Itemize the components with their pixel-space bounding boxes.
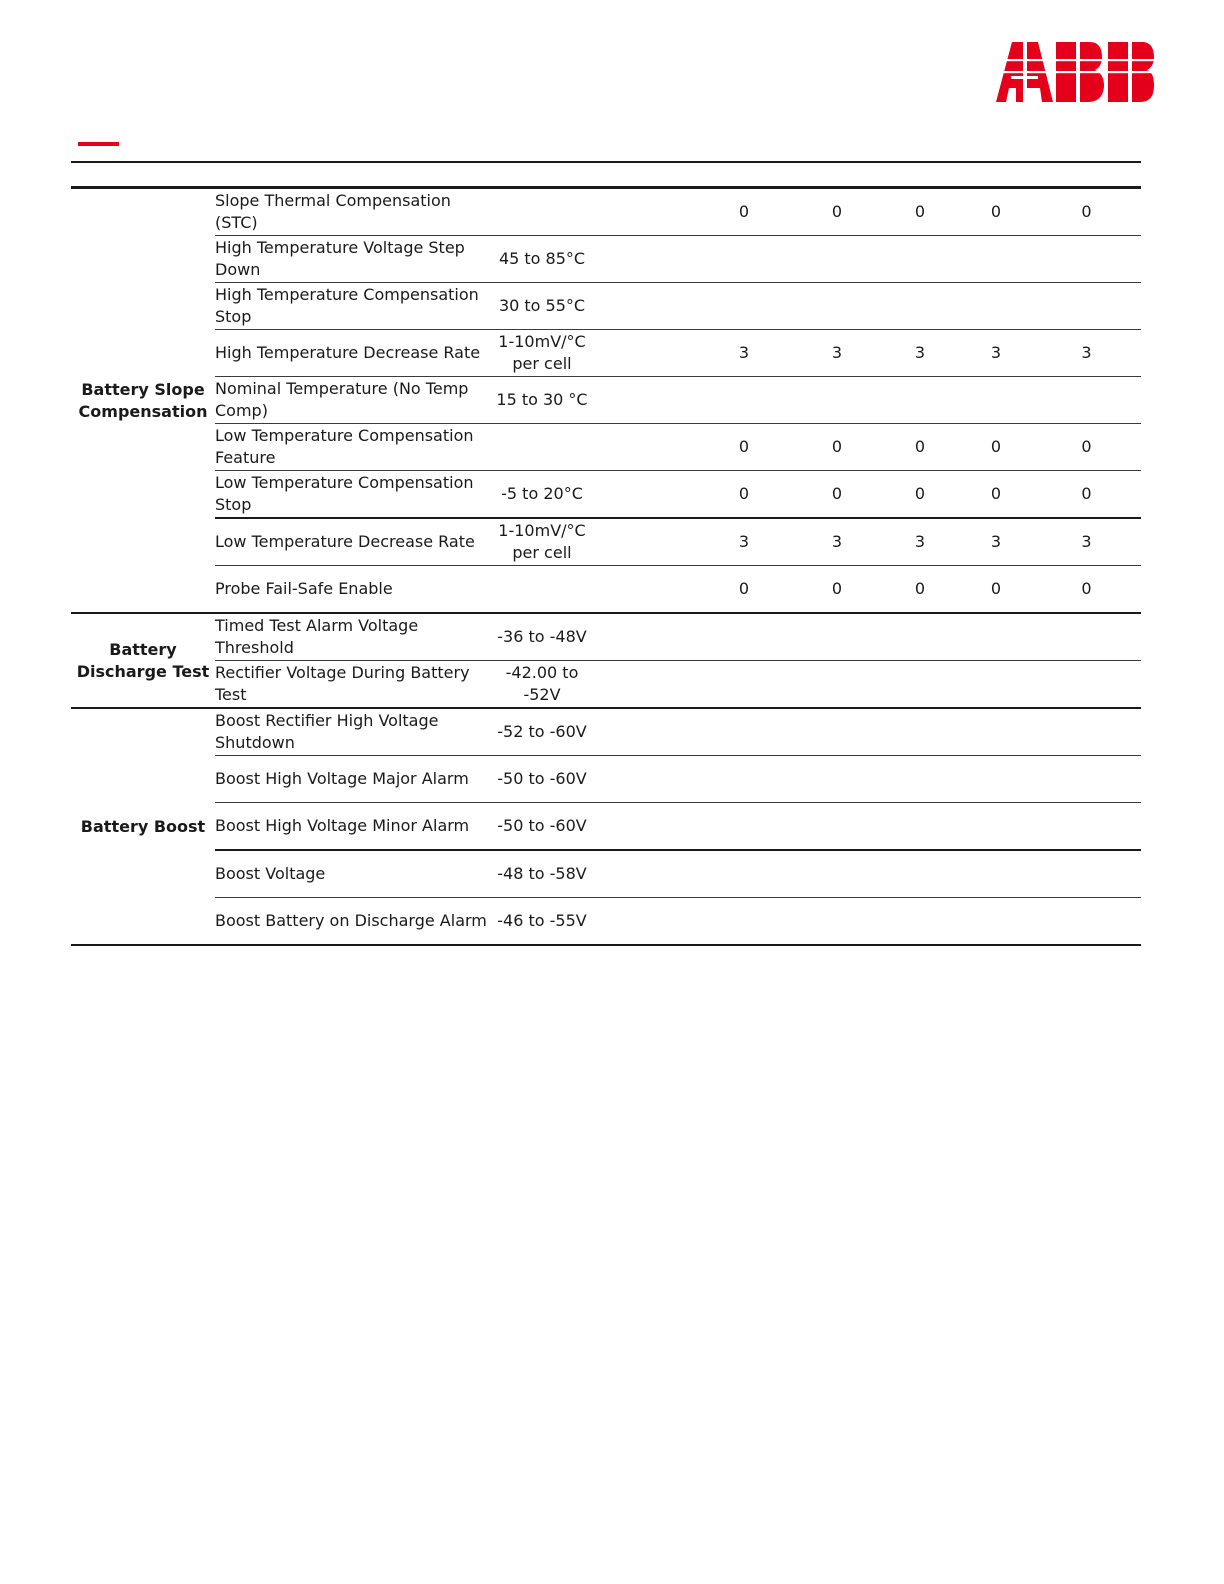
parameter-range: 45 to 85°C	[490, 236, 594, 283]
parameter-range: -48 to -58V	[490, 850, 594, 898]
setting-value	[1032, 708, 1141, 756]
setting-value: 3	[960, 330, 1032, 377]
setting-value	[880, 377, 960, 424]
table-row	[71, 471, 1141, 519]
setting-value	[880, 283, 960, 330]
table-row	[71, 850, 1141, 898]
parameter-range: -50 to -60V	[490, 803, 594, 851]
spacer-cell	[594, 566, 694, 614]
setting-value	[960, 756, 1032, 803]
setting-value	[960, 613, 1032, 661]
setting-value	[1032, 236, 1141, 283]
parameter-range: -46 to -55V	[490, 898, 594, 946]
table-row	[71, 424, 1141, 471]
group-label: Battery Slope Compensation	[71, 188, 215, 614]
parameter-name: Slope Thermal Compensation (STC)	[215, 188, 490, 236]
setting-value	[694, 756, 794, 803]
parameter-name: Low Temperature Decrease Rate	[215, 518, 490, 566]
setting-value	[880, 613, 960, 661]
setting-value	[794, 661, 880, 709]
setting-value	[1032, 898, 1141, 946]
table-row	[71, 708, 1141, 756]
setting-value	[794, 756, 880, 803]
parameter-name: Boost Rectifier High Voltage Shutdown	[215, 708, 490, 756]
setting-value	[880, 803, 960, 851]
setting-value	[960, 850, 1032, 898]
spacer-cell	[594, 236, 694, 283]
setting-value: 3	[880, 518, 960, 566]
table-row	[71, 377, 1141, 424]
setting-value	[794, 803, 880, 851]
setting-value: 3	[694, 330, 794, 377]
setting-value: 0	[960, 188, 1032, 236]
group-label: Battery Discharge Test	[71, 613, 215, 708]
setting-value	[694, 283, 794, 330]
spacer-cell	[594, 377, 694, 424]
setting-value: 3	[794, 330, 880, 377]
table-row	[71, 518, 1141, 566]
parameter-name: Boost High Voltage Major Alarm	[215, 756, 490, 803]
setting-value: 0	[960, 424, 1032, 471]
spacer-cell	[594, 661, 694, 709]
setting-value: 0	[880, 471, 960, 519]
setting-value: 0	[880, 188, 960, 236]
spacer-cell	[594, 330, 694, 377]
table-row	[71, 188, 1141, 236]
parameter-name: High Temperature Decrease Rate	[215, 330, 490, 377]
setting-value: 0	[960, 566, 1032, 614]
parameter-name: Rectifier Voltage During Battery Test	[215, 661, 490, 709]
table-row	[71, 803, 1141, 851]
setting-value	[880, 850, 960, 898]
setting-value: 0	[694, 471, 794, 519]
parameter-range: 30 to 55°C	[490, 283, 594, 330]
setting-value: 0	[880, 566, 960, 614]
parameter-name: Boost Battery on Discharge Alarm	[215, 898, 490, 946]
parameter-range: -50 to -60V	[490, 756, 594, 803]
setting-value	[694, 898, 794, 946]
spacer-cell	[594, 613, 694, 661]
setting-value: 0	[694, 424, 794, 471]
setting-value: 3	[1032, 330, 1141, 377]
setting-value	[1032, 613, 1141, 661]
parameter-range: -52 to -60V	[490, 708, 594, 756]
parameter-range: -36 to -48V	[490, 613, 594, 661]
table-row	[71, 330, 1141, 377]
setting-value	[880, 661, 960, 709]
parameter-name: High Temperature Voltage Step Down	[215, 236, 490, 283]
spacer-cell	[594, 898, 694, 946]
parameter-name: Timed Test Alarm Voltage Threshold	[215, 613, 490, 661]
parameter-name: Probe Fail-Safe Enable	[215, 566, 490, 614]
parameter-range: -5 to 20°C	[490, 471, 594, 519]
setting-value	[794, 613, 880, 661]
setting-value	[880, 708, 960, 756]
setting-value: 0	[794, 471, 880, 519]
setting-value	[794, 283, 880, 330]
group-label: Battery Boost	[71, 708, 215, 945]
parameter-name: Low Temperature Compensation Feature	[215, 424, 490, 471]
parameter-range	[490, 188, 594, 236]
setting-value: 3	[1032, 518, 1141, 566]
setting-value: 0	[960, 471, 1032, 519]
parameter-range	[490, 424, 594, 471]
setting-value: 3	[880, 330, 960, 377]
parameter-range: 15 to 30 °C	[490, 377, 594, 424]
setting-value	[960, 661, 1032, 709]
table-row	[71, 613, 1141, 661]
setting-value	[1032, 756, 1141, 803]
header-rule	[71, 161, 1141, 163]
setting-value	[694, 708, 794, 756]
table-row	[71, 236, 1141, 283]
parameter-name: High Temperature Compensation Stop	[215, 283, 490, 330]
spacer-cell	[594, 188, 694, 236]
setting-value	[960, 236, 1032, 283]
spacer-cell	[594, 471, 694, 519]
setting-value	[694, 377, 794, 424]
setting-value	[960, 377, 1032, 424]
setting-value	[960, 803, 1032, 851]
setting-value	[694, 850, 794, 898]
setting-value	[794, 708, 880, 756]
setting-value	[1032, 283, 1141, 330]
setting-value	[960, 708, 1032, 756]
setting-value: 3	[960, 518, 1032, 566]
accent-bar	[78, 142, 119, 146]
table-row	[71, 661, 1141, 709]
setting-value	[694, 236, 794, 283]
table-row	[71, 898, 1141, 946]
setting-value: 0	[694, 188, 794, 236]
parameter-name: Nominal Temperature (No Temp Comp)	[215, 377, 490, 424]
spacer-cell	[594, 518, 694, 566]
setting-value: 0	[1032, 566, 1141, 614]
setting-value	[1032, 377, 1141, 424]
spacer-cell	[594, 708, 694, 756]
setting-value: 0	[1032, 188, 1141, 236]
setting-value	[794, 236, 880, 283]
parameters-table	[71, 186, 1141, 946]
setting-value: 0	[880, 424, 960, 471]
setting-value	[1032, 803, 1141, 851]
parameter-range: -42.00 to -52V	[490, 661, 594, 709]
setting-value: 3	[694, 518, 794, 566]
spacer-cell	[594, 424, 694, 471]
setting-value	[960, 283, 1032, 330]
setting-value	[794, 850, 880, 898]
parameter-name: Boost High Voltage Minor Alarm	[215, 803, 490, 851]
setting-value: 0	[794, 566, 880, 614]
parameter-range: 1-10mV/°C per cell	[490, 330, 594, 377]
spacer-cell	[594, 283, 694, 330]
setting-value: 0	[1032, 471, 1141, 519]
setting-value	[694, 613, 794, 661]
setting-value	[960, 898, 1032, 946]
setting-value	[880, 898, 960, 946]
table-row	[71, 566, 1141, 614]
setting-value	[794, 377, 880, 424]
setting-value	[794, 898, 880, 946]
setting-value: 0	[1032, 424, 1141, 471]
setting-value: 0	[694, 566, 794, 614]
setting-value	[880, 236, 960, 283]
spacer-cell	[594, 756, 694, 803]
setting-value: 0	[794, 188, 880, 236]
spacer-cell	[594, 803, 694, 851]
table-row	[71, 283, 1141, 330]
setting-value	[694, 661, 794, 709]
setting-value	[1032, 661, 1141, 709]
parameter-range	[490, 566, 594, 614]
parameter-name: Low Temperature Compensation Stop	[215, 471, 490, 519]
table-row	[71, 756, 1141, 803]
parameter-range: 1-10mV/°C per cell	[490, 518, 594, 566]
setting-value: 3	[794, 518, 880, 566]
parameter-name: Boost Voltage	[215, 850, 490, 898]
setting-value	[1032, 850, 1141, 898]
abb-logo	[996, 40, 1154, 102]
spacer-cell	[594, 850, 694, 898]
setting-value	[694, 803, 794, 851]
setting-value: 0	[794, 424, 880, 471]
setting-value	[880, 756, 960, 803]
